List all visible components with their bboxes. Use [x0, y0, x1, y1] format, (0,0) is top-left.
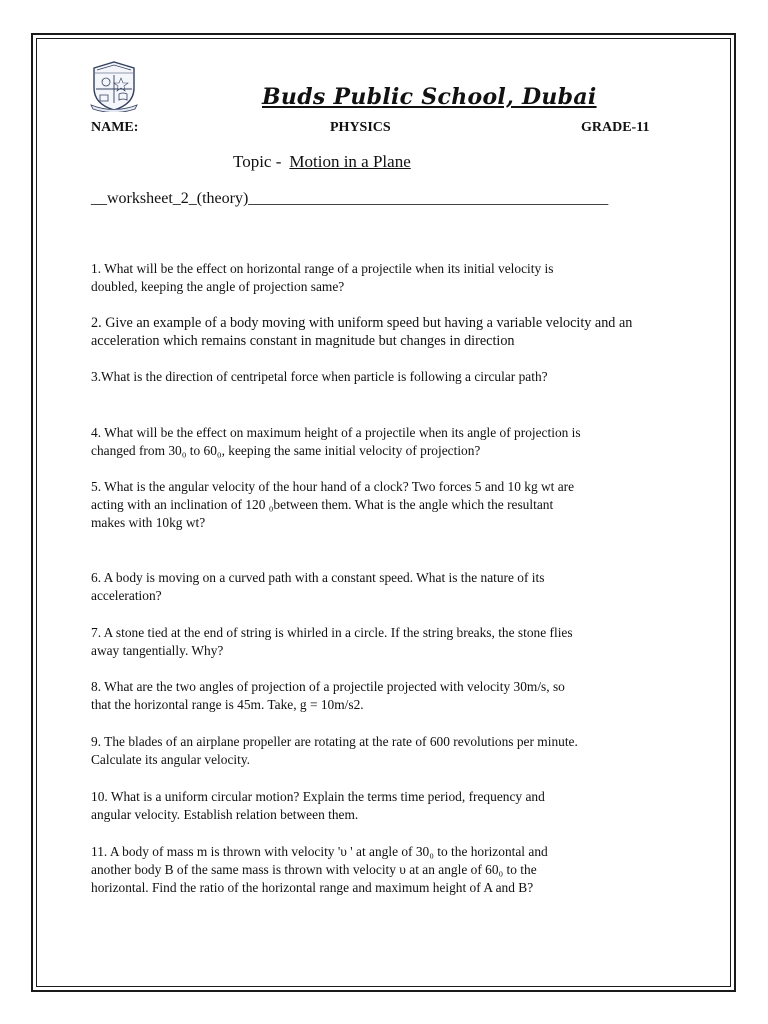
- question-9: [91, 733, 691, 769]
- question-2: [91, 314, 691, 350]
- question-line: acting with an inclination of 120 ₀between them. What is the angle which the resultant: [91, 497, 554, 512]
- grade-label: GRADE-11: [581, 120, 650, 135]
- school-name: Buds Public School, Dubai: [262, 84, 597, 110]
- question-line: that the horizontal range is 45m. Take, g = 10m/s2.: [91, 697, 364, 712]
- question-line: away tangentially. Why?: [91, 643, 224, 658]
- question-line: 1. What will be the effect on horizontal range of a projectile when its initial velocity is: [91, 261, 554, 276]
- topic-line: [233, 152, 411, 172]
- question-1: [91, 260, 691, 296]
- topic-label: Topic -: [233, 152, 282, 171]
- question-6: [91, 569, 691, 605]
- question-line: another body B of the same mass is thrown with velocity υ at an angle of 60₀ to the: [91, 862, 537, 877]
- worksheet-title: __worksheet_2_(theory)_____________________________________________: [91, 190, 609, 207]
- question-line: horizontal. Find the ratio of the horizontal range and maximum height of A and B?: [91, 880, 534, 895]
- question-7: [91, 624, 691, 660]
- question-line: 10. What is a uniform circular motion? Explain the terms time period, frequency and: [91, 789, 545, 804]
- question-line: Calculate its angular velocity.: [91, 752, 251, 767]
- topic-value: Motion in a Plane: [289, 152, 411, 171]
- question-line: changed from 30₀ to 60₀, keeping the same initial velocity of projection?: [91, 443, 481, 458]
- question-line: doubled, keeping the angle of projection same?: [91, 279, 345, 294]
- question-5: [91, 478, 691, 532]
- question-line: 11. A body of mass m is thrown with velocity 'υ ' at angle of 30₀ to the horizontal and: [91, 844, 548, 859]
- question-line: 5. What is the angular velocity of the hour hand of a clock? Two forces 5 and 10 kg wt are: [91, 479, 575, 494]
- question-line: 2. Give an example of a body moving with uniform speed but having a variable velocity and an: [91, 315, 633, 331]
- question-line: 7. A stone tied at the end of string is whirled in a circle. If the string breaks, the stone flies: [91, 625, 573, 640]
- question-3: [91, 368, 691, 386]
- question-line: 8. What are the two angles of projection of a projectile projected with velocity 30m/s, so: [91, 679, 565, 694]
- question-line: acceleration?: [91, 588, 162, 603]
- question-line: 6. A body is moving on a curved path with a constant speed. What is the nature of its: [91, 570, 545, 585]
- school-crest-icon: [88, 58, 140, 112]
- question-line: 9. The blades of an airplane propeller are rotating at the rate of 600 revolutions per minute.: [91, 734, 578, 749]
- question-line: acceleration which remains constant in magnitude but changes in direction: [91, 333, 515, 349]
- question-4: [91, 424, 691, 460]
- question-line: angular velocity. Establish relation between them.: [91, 807, 359, 822]
- subject-label: PHYSICS: [330, 120, 391, 135]
- question-line: makes with 10kg wt?: [91, 515, 206, 530]
- question-line: 4. What will be the effect on maximum height of a projectile when its angle of projection is: [91, 425, 581, 440]
- question-8: [91, 678, 691, 714]
- question-11: [91, 843, 691, 897]
- question-10: [91, 788, 691, 824]
- name-label: NAME:: [91, 120, 139, 135]
- question-line: 3.What is the direction of centripetal force when particle is following a circular path?: [91, 369, 548, 384]
